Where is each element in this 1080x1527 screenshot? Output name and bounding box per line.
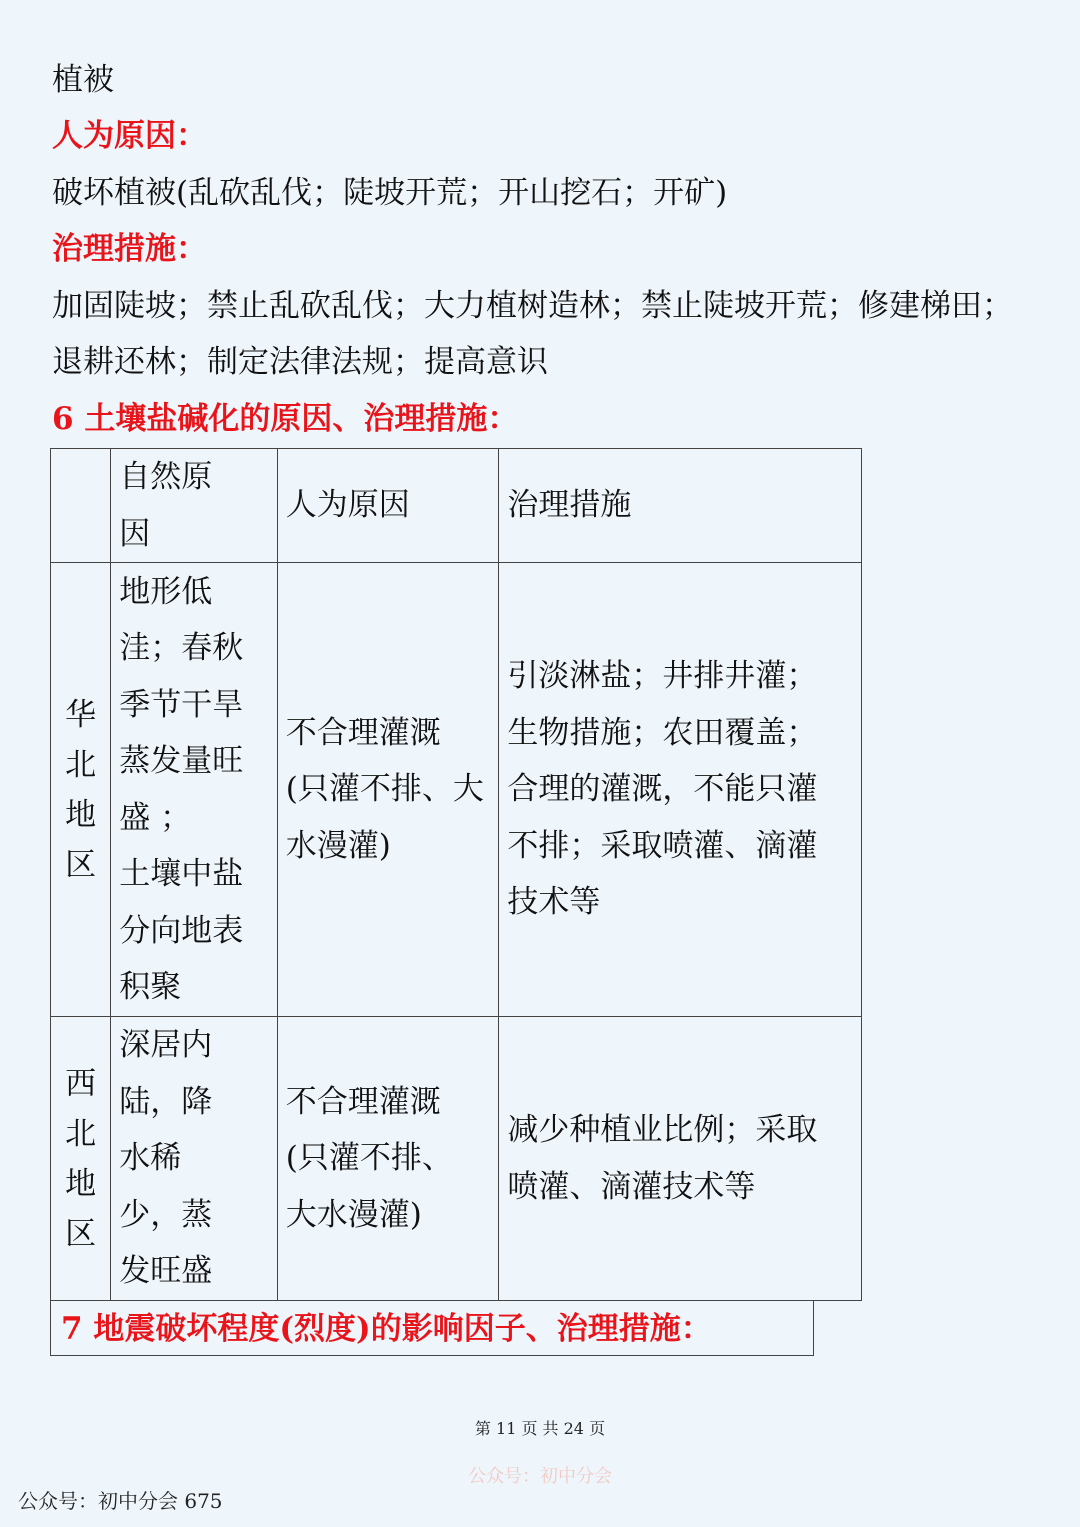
text-human-causes: 破坏植被(乱砍乱伐；陡坡开荒；开山挖石；开矿) — [52, 175, 728, 211]
text-measures-1: 加固陡坡；禁止乱砍乱伐；大力植树造林；禁止陡坡开荒；修建梯田； — [52, 288, 1013, 324]
heading-human-causes: 人为原因： — [52, 118, 207, 154]
table-row — [51, 563, 862, 1017]
header-measures: 治理措施 — [499, 449, 862, 563]
table-row — [51, 1017, 862, 1301]
footer-account: 公众号：初中分会 675 — [18, 1489, 223, 1513]
natural-cause-cell: 地形低 洼；春秋 季节干旱 蒸发量旺 盛 ； 土壤中盐 分向地表 积聚 — [111, 563, 277, 1017]
text-measures-2: 退耕还林；制定法律法规；提高意识 — [52, 344, 548, 380]
heading-section-7: 7 地震破坏程度(烈度)的影响因子、治理措施： — [50, 1300, 814, 1356]
heading-measures: 治理措施： — [52, 231, 207, 267]
watermark: 公众号：初中分会 — [468, 1466, 612, 1487]
header-natural-cause: 自然原 因 — [111, 449, 277, 563]
human-cause-cell: 不合理灌溉 (只灌不排、 大水漫灌) — [277, 1017, 499, 1301]
salinization-table — [50, 448, 862, 1301]
measures-cell: 引淡淋盐；井排井灌； 生物措施；农田覆盖； 合理的灌溉，不能只灌 不排；采取喷灌、滴灌 技术等 — [499, 563, 862, 1017]
header-empty-cell — [51, 449, 111, 563]
page-number: 第 11 页 共 24 页 — [474, 1419, 606, 1438]
measures-cell: 减少种植业比例；采取 喷灌、滴灌技术等 — [499, 1017, 862, 1301]
table-header-row — [51, 449, 862, 563]
heading-section-6: 6 土壤盐碱化的原因、治理措施： — [52, 401, 519, 437]
human-cause-cell: 不合理灌溉 (只灌不排、大 水漫灌) — [277, 563, 499, 1017]
natural-cause-cell: 深居内 陆，降 水稀 少，蒸 发旺盛 — [111, 1017, 277, 1301]
header-human-cause: 人为原因 — [277, 449, 499, 563]
text-vegetation: 植被 — [52, 62, 114, 98]
region-cell: 华北地区 — [51, 563, 111, 1017]
region-cell: 西北地区 — [51, 1017, 111, 1301]
